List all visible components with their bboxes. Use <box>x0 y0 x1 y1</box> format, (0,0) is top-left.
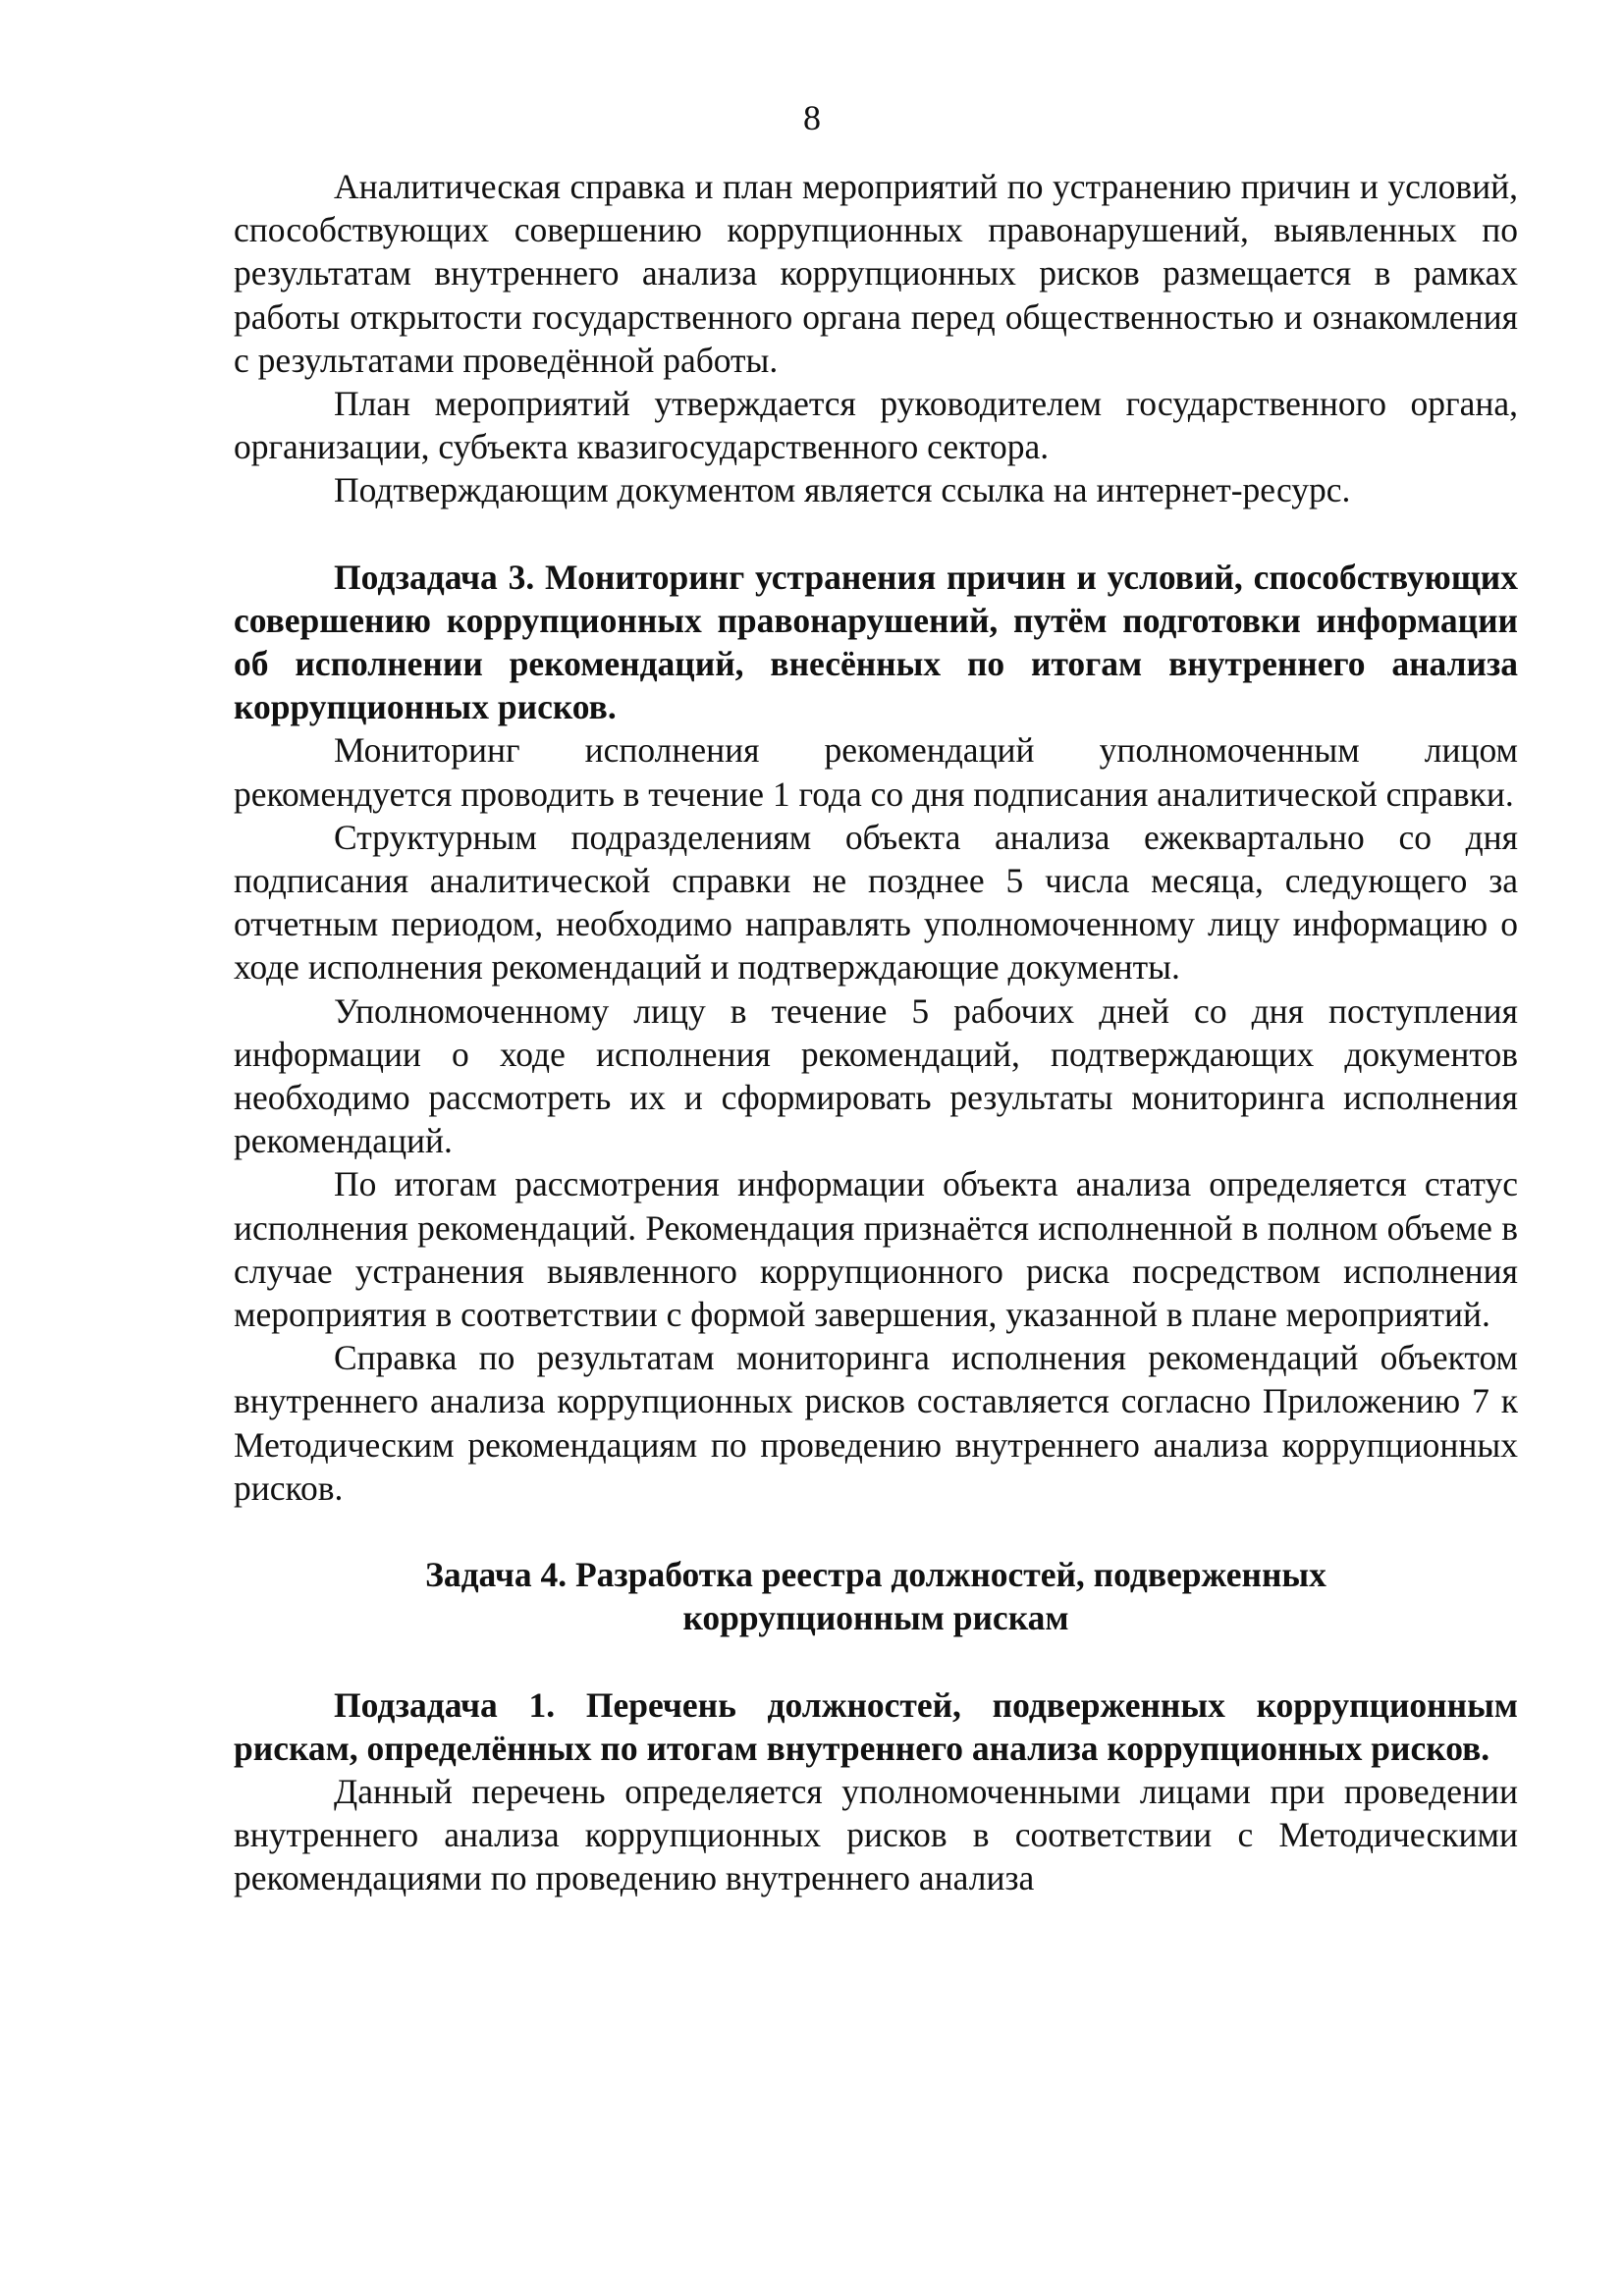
document-body <box>234 165 1518 1900</box>
subtask3-heading: Подзадача 3. Мониторинг устранения причин и условий, способствующих совершению коррупционных правонарушений, путём подготовки информации об исполнении рекомендаций, внесённых по итогам внутреннего анализа коррупционных рисков. <box>234 557 1518 727</box>
task4-heading-line2: коррупционным рискам <box>682 1598 1069 1638</box>
paragraph-review-deadline: Уполномоченному лицу в течение 5 рабочих дней со дня поступления информации о ходе исполнения рекомендаций, подтверждающих документов необходимо рассмотреть их и сформировать результаты мониторинга исполнения рекомендаций. <box>234 990 1518 1161</box>
paragraph-status-determination: По итогам рассмотрения информации объекта анализа определяется статус исполнения рекомендаций. Рекомендация признаётся исполненной в полном объеме в случае устранения выявленного коррупционного риска посредством исполнения мероприятия в соответствии с формой завершения, указанной в плане мероприятий. <box>234 1164 1518 1335</box>
spacer <box>234 512 1518 556</box>
paragraph-plan-approval: План мероприятий утверждается руководителем государственного органа, организации, субъекта квазигосударственного сектора. <box>234 384 1518 467</box>
spacer <box>234 1640 1518 1683</box>
paragraph-analytic-report: Аналитическая справка и план мероприятий по устранению причин и условий, способствующих совершению коррупционных правонарушений, выявленных по результатам внутреннего анализа коррупционных рисков размещается в рамках работы открытости государственного органа перед общественностью и ознакомления с результатами проведённой работы. <box>234 167 1518 380</box>
paragraph-quarterly-reporting: Структурным подразделениям объекта анализа ежеквартально со дня подписания аналитической справки не позднее 5 числа месяца, следующего за отчетным периодом, необходимо направлять уполномоченному лицу информацию о ходе исполнения рекомендаций и подтверждающие документы. <box>234 817 1518 988</box>
paragraph-monitoring-period: Мониторинг исполнения рекомендаций уполномоченным лицом рекомендуется проводить в течение 1 года со дня подписания аналитической справки. <box>234 730 1518 814</box>
page-number: 8 <box>803 98 821 137</box>
paragraph-monitoring-report: Справка по результатам мониторинга исполнения рекомендаций объектом внутреннего анализа коррупционных рисков составляется согласно Приложению 7 к Методическим рекомендациям по проведению внутреннего анализа коррупционных рисков. <box>234 1338 1518 1508</box>
task4-heading-line1: Задача 4. Разработка реестра должностей, подверженных <box>425 1555 1326 1595</box>
paragraph-list-definition: Данный перечень определяется уполномоченными лицами при проведении внутреннего анализа коррупционных рисков в соответствии с Методическими рекомендациями по проведению внутреннего анализа <box>234 1771 1518 1898</box>
paragraph-confirming-document: Подтверждающим документом является ссылка на интернет-ресурс. <box>334 470 1351 510</box>
spacer <box>234 1510 1518 1553</box>
subtask1-heading: Подзадача 1. Перечень должностей, подверженных коррупционным рискам, определённых по итогам внутреннего анализа коррупционных рисков. <box>234 1684 1518 1768</box>
